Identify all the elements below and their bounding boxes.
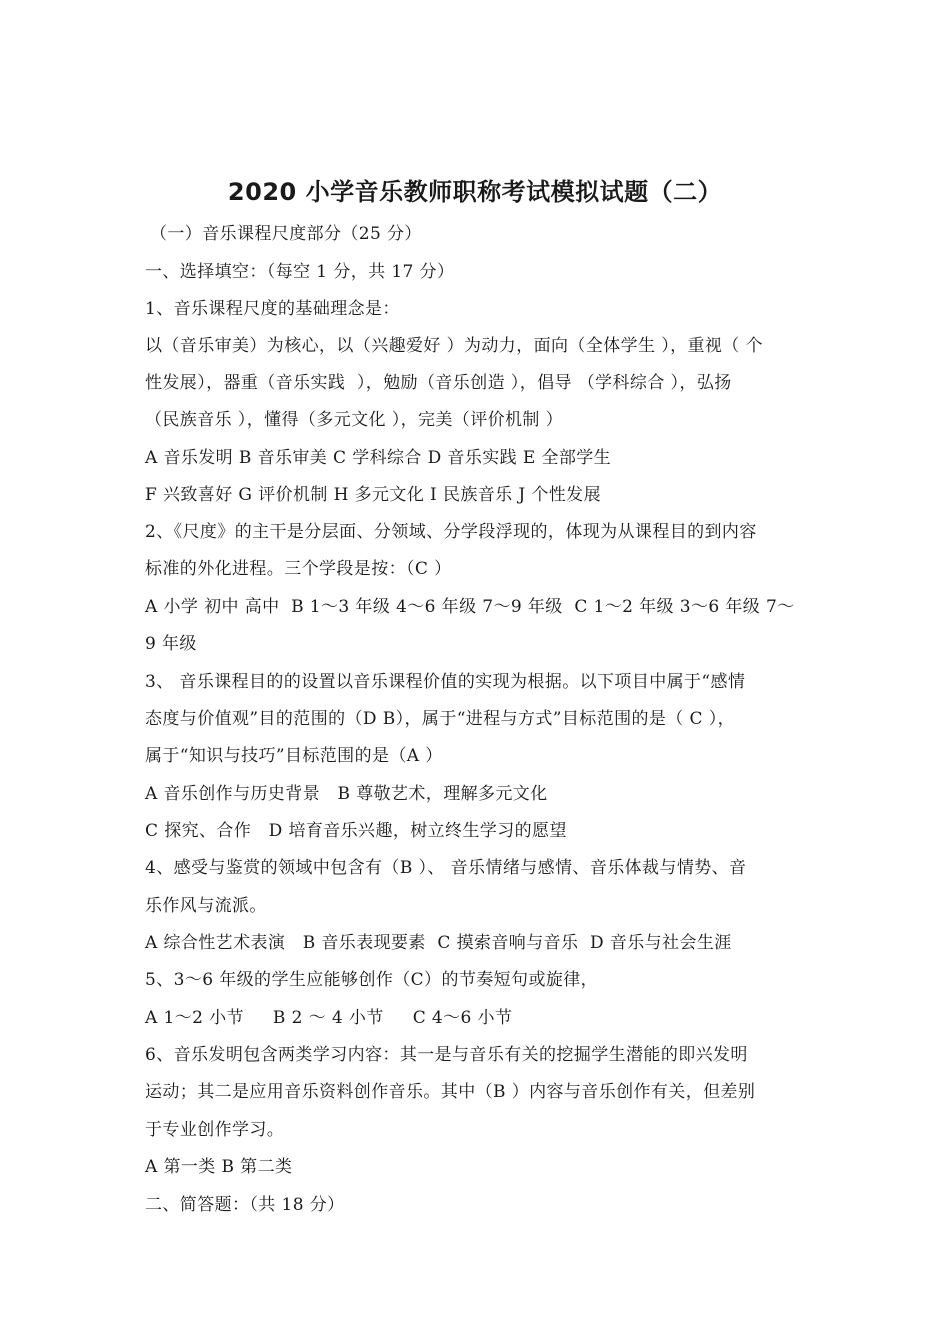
document-title: 2020 小学音乐教师职称考试模拟试题（二） (227, 178, 723, 206)
section-heading: （一）音乐课程尺度部分（25 分） (150, 224, 422, 244)
question-text: 运动；其二是应用音乐资料创作音乐。其中（B ）内容与音乐创作有关，但差别 (145, 1082, 756, 1102)
question-text: 属于“知识与技巧”目标范围的是（A ） (145, 746, 443, 766)
answer-options: A 音乐创作与历史背景 B 尊敬艺术，理解多元文化 (145, 784, 548, 804)
part-heading: 二、简答题：（共 18 分） (145, 1195, 345, 1215)
answer-options: A 音乐发明 B 音乐审美 C 学科综合 D 音乐实践 E 全部学生 (145, 448, 612, 468)
question-text: 标准的外化进程。三个学段是按：（C ） (145, 559, 452, 579)
answer-options: C 探究、合作 D 培育音乐兴趣，树立终生学习的愿望 (145, 821, 567, 841)
answer-options: 9 年级 (145, 634, 197, 654)
question-text: 2、《尺度》的主干是分层面、分领域、分学段浮现的，体现为从课程目的到内容 (145, 522, 757, 542)
question-text: 1、音乐课程尺度的基础理念是： (145, 299, 400, 319)
question-text: 5、3～6 年级的学生应能够创作（C）的节奏短句或旋律， (145, 970, 599, 990)
question-text: 乐作风与流派。 (145, 896, 267, 916)
question-text: 6、音乐发明包含两类学习内容：其一是与音乐有关的挖掘学生潜能的即兴发明 (145, 1045, 748, 1065)
answer-options: A 综合性艺术表演 B 音乐表现要素 C 摸索音响与音乐 D 音乐与社会生涯 (145, 933, 732, 953)
question-text: 态度与价值观”目的范围的（D B），属于“进程与方式”目标范围的是（ C ）， (145, 709, 736, 729)
question-text: 4、感受与鉴赏的领域中包含有（B ）、 音乐情绪与感情、音乐体裁与情势、音 (145, 858, 747, 878)
question-text: 于专业创作学习。 (145, 1120, 285, 1140)
answer-options: A 小学 初中 高中 B 1～3 年级 4～6 年级 7～9 年级 C 1～2 年级 3～6 年级 7～ (145, 597, 795, 617)
answer-options: A 第一类 B 第二类 (145, 1157, 293, 1177)
question-text: 3、 音乐课程目的的设置以音乐课程价值的实现为根据。以下项目中属于“感情 (145, 672, 746, 692)
answer-options: A 1～2 小节 B 2 ～ 4 小节 C 4～6 小节 (145, 1008, 513, 1028)
question-text: 性发展），器重（音乐实践 ），勉励（音乐创造 ），倡导 （学科综合 ），弘扬 (145, 373, 732, 393)
question-text: 以（音乐审美）为核心，以（兴趣爱好 ）为动力，面向（全体学生 ），重视（ 个 (145, 336, 763, 356)
answer-options: F 兴致喜好 G 评价机制 H 多元文化 I 民族音乐 J 个性发展 (145, 485, 601, 505)
question-text: （民族音乐 ），懂得（多元文化 ），完美（评价机制 ） (145, 410, 564, 430)
part-heading: 一、选择填空：（每空 1 分，共 17 分） (145, 262, 455, 282)
